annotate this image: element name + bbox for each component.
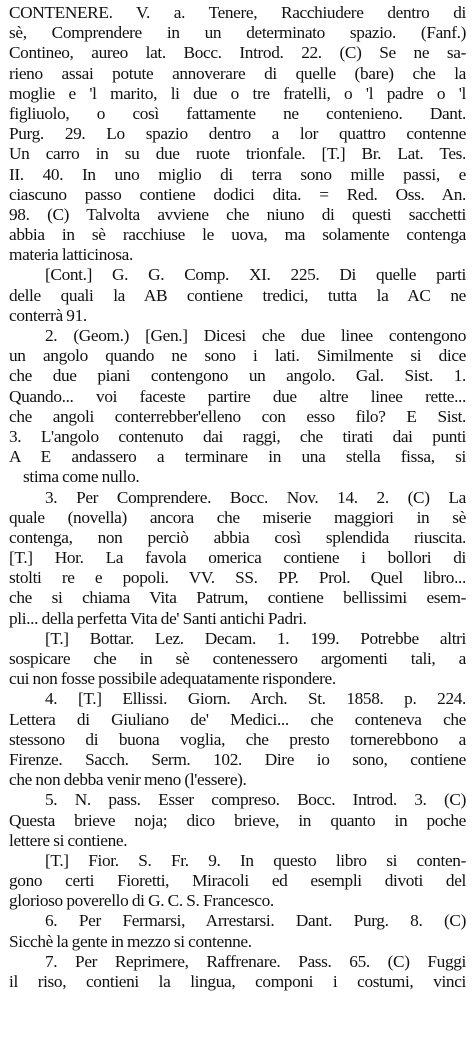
dictionary-entry <box>9 3 466 992</box>
entry-text-line: stima come nullo. <box>23 467 140 487</box>
entry-text-line: un angolo quando ne sono i lati. Similmente si dice <box>9 346 466 366</box>
entry-text-line: Un carro in su due ruote trionfale. [T.] Br. Lat. Tes. <box>9 144 466 164</box>
entry-text-line: II. 40. In uno miglio di terra sono mille passi, e <box>9 164 466 184</box>
entry-text-line: [Cont.] G. G. Comp. XI. 225. Di quelle parti <box>45 265 466 285</box>
entry-text-line: sè, Comprendere in un determinato spazio. (Fanf.) <box>9 23 466 43</box>
entry-text-line: 4. [T.] Ellissi. Giorn. Arch. St. 1858. p. 224. <box>45 689 466 709</box>
entry-text-line: 5. N. pass. Esser compreso. Bocc. Introd. 3. (C) <box>45 790 466 810</box>
entry-text-line: abbia in sè racchiuse le uova, ma solamente contenga <box>9 225 466 245</box>
entry-text-line: conterrà 91. <box>9 305 87 325</box>
entry-text-line: 6. Per Fermarsi, Arrestarsi. Dant. Purg. 8. (C) <box>45 911 466 931</box>
entry-text-line: figliuolo, o così fattamente ne contenieno. Dant. <box>9 103 466 123</box>
entry-text-line: cui non fosse possibile adequatamente rispondere. <box>9 669 336 689</box>
entry-text-line: Sicchè la gente in mezzo si contenne. <box>9 931 252 951</box>
entry-text-line: che due piani contengono un angolo. Gal. Sist. 1. <box>9 366 466 386</box>
entry-text-line: [T.] Fior. S. Fr. 9. In questo libro si conten- <box>45 850 466 870</box>
entry-text-line: Contineo, aureo lat. Bocc. Introd. 22. (C) Se ne sa- <box>9 43 466 63</box>
entry-text-line: gono certi Fioretti, Miracoli ed esempli divoti del <box>9 871 466 891</box>
entry-text-line: 7. Per Reprimere, Raffrenare. Pass. 65. (C) Fuggi <box>45 951 466 971</box>
entry-text-line: il riso, contieni la lingua, componi i costumi, vinci <box>9 972 466 991</box>
entry-text-line: glorioso poverello di G. C. S. Francesco. <box>9 891 274 911</box>
entry-text-line: ciascuno passo contiene dodici dita. = Red. Oss. An. <box>9 184 466 204</box>
entry-text-line: Firenze. Sacch. Serm. 102. Dire io sono, contiene <box>9 749 466 769</box>
entry-text-line: che non debba venir meno (l'essere). <box>9 770 247 790</box>
entry-text-line: 2. (Geom.) [Gen.] Dicesi che due linee contengono <box>45 326 466 345</box>
entry-text-line: Purg. 29. Lo spazio dentro a lor quattro contenne <box>9 124 466 144</box>
entry-text-line: delle quali la AB contiene tredici, tutta la AC ne <box>9 285 466 305</box>
entry-text-line: lettere si contiene. <box>9 830 128 850</box>
entry-text-line: materia latticinosa. <box>9 245 133 265</box>
entry-text-line: rieno assai potute annoverare di quelle (bare) che la <box>9 63 466 83</box>
entry-text-line: 98. (C) Talvolta avviene che niuno di questi sacchetti <box>9 204 466 224</box>
entry-text-line: che angoli conterrebber'elleno con esso filo? E Sist. <box>9 406 466 426</box>
entry-text-line: pli... della perfetta Vita de' Santi antichi Padri. <box>9 608 307 628</box>
entry-text-line: A E andassero a terminare in una stella fissa, si <box>9 447 466 467</box>
entry-text-line: contenga, non perciò abbia così splendida riuscita. <box>9 527 466 547</box>
entry-text-line: stolti re e popoli. VV. SS. PP. Prol. Quel libro... <box>9 568 466 588</box>
entry-headword-line: CONTENERE. V. a. Tenere, Racchiudere dentro di <box>9 3 466 22</box>
entry-text-line: stessono di buona voglia, che presto tornerebbono a <box>9 729 466 749</box>
entry-text-line: [T.] Bottar. Lez. Decam. 1. 199. Potrebbe altri <box>45 628 466 648</box>
entry-text-line: Quando... voi faceste partire due altre linee rette... <box>9 386 466 406</box>
entry-text-line: quale (novella) ancora che miserie maggiori in sè <box>9 507 466 527</box>
entry-text-line: 3. Per Comprendere. Bocc. Nov. 14. 2. (C) La <box>45 487 466 507</box>
entry-text-line: che si chiama Vita Patrum, contiene bellissimi esem- <box>9 588 466 608</box>
entry-text-line: 3. L'angolo contenuto dai raggi, che tirati dai punti <box>9 426 466 446</box>
entry-text-line: Lettera di Giuliano de' Medici... che conteneva che <box>9 709 466 729</box>
entry-text-line: Questa brieve noja; dico brieve, in quanto in poche <box>9 810 466 830</box>
entry-text-line: sospicare che in sè contenessero argomenti tali, a <box>9 649 466 668</box>
entry-text-line: moglie e 'l marito, li due o tre fratelli, o 'l padre o 'l <box>9 83 466 103</box>
entry-text-line: [T.] Hor. La favola omerica contiene i bollori di <box>9 548 466 568</box>
